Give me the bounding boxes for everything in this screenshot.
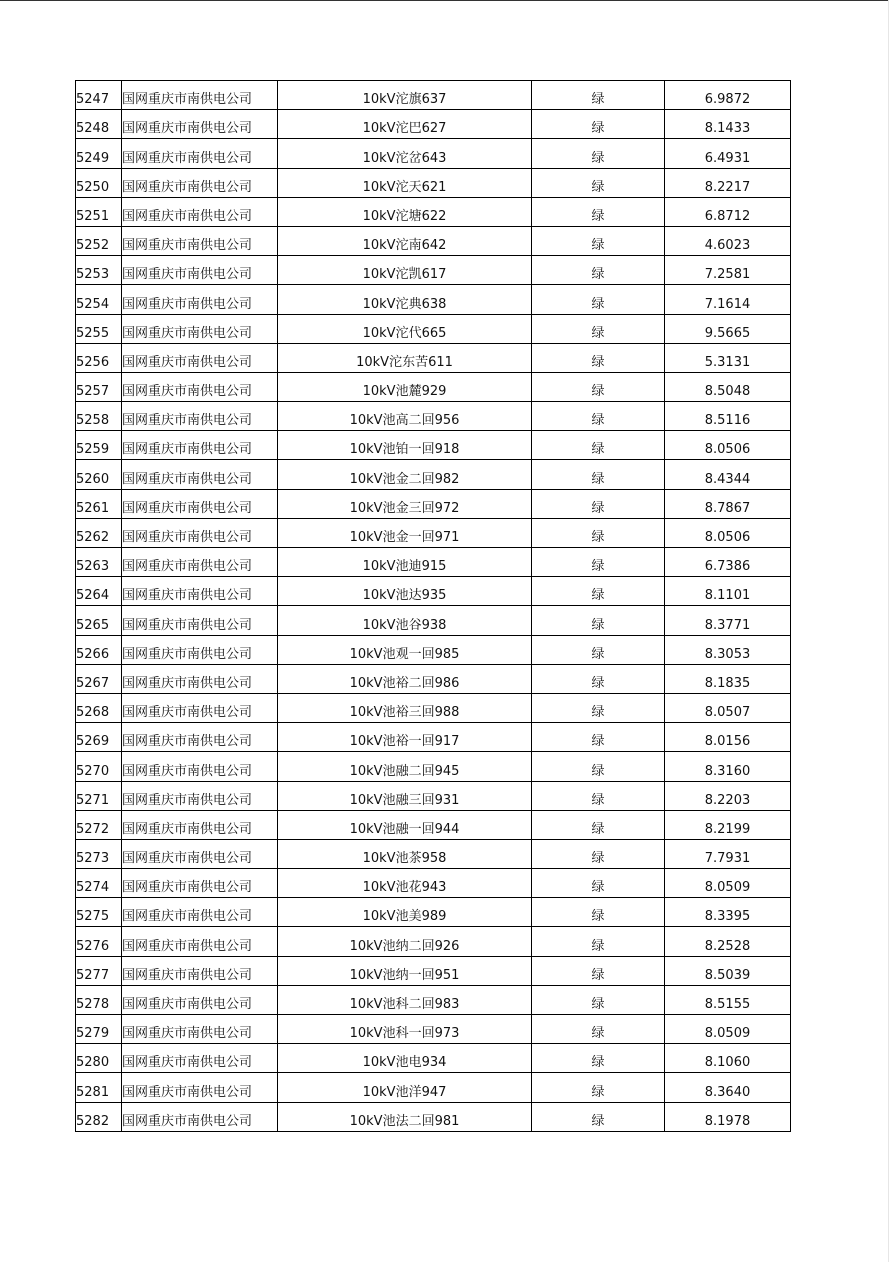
table-row [76, 372, 791, 401]
line-name-cell: 10kV池融一回944 [278, 810, 532, 839]
value-cell: 5.3131 [665, 343, 791, 372]
status-cell: 绿 [532, 256, 665, 285]
company-cell: 国网重庆市南供电公司 [122, 869, 278, 898]
table-row [76, 226, 791, 255]
status-cell: 绿 [532, 489, 665, 518]
line-name-cell: 10kV沱岔643 [278, 139, 532, 168]
status-cell: 绿 [532, 898, 665, 927]
value-cell: 4.6023 [665, 226, 791, 255]
line-name-cell: 10kV池融三回931 [278, 781, 532, 810]
row-number-cell: 5272 [76, 810, 122, 839]
value-cell: 7.7931 [665, 839, 791, 868]
row-number-cell: 5267 [76, 664, 122, 693]
row-number-cell: 5264 [76, 577, 122, 606]
row-number-cell: 5268 [76, 693, 122, 722]
table-row [76, 693, 791, 722]
line-name-cell: 10kV池裕三回988 [278, 693, 532, 722]
company-cell: 国网重庆市南供电公司 [122, 518, 278, 547]
line-name-cell: 10kV池电934 [278, 1044, 532, 1073]
company-cell: 国网重庆市南供电公司 [122, 314, 278, 343]
status-cell: 绿 [532, 402, 665, 431]
company-cell: 国网重庆市南供电公司 [122, 256, 278, 285]
table-body [76, 81, 791, 1132]
value-cell: 9.5665 [665, 314, 791, 343]
status-cell: 绿 [532, 518, 665, 547]
value-cell: 8.0156 [665, 723, 791, 752]
row-number-cell: 5273 [76, 839, 122, 868]
company-cell: 国网重庆市南供电公司 [122, 1044, 278, 1073]
company-cell: 国网重庆市南供电公司 [122, 402, 278, 431]
table-row [76, 577, 791, 606]
company-cell: 国网重庆市南供电公司 [122, 664, 278, 693]
value-cell: 7.2581 [665, 256, 791, 285]
company-cell: 国网重庆市南供电公司 [122, 343, 278, 372]
company-cell: 国网重庆市南供电公司 [122, 285, 278, 314]
status-cell: 绿 [532, 664, 665, 693]
row-number-cell: 5276 [76, 927, 122, 956]
table-row [76, 723, 791, 752]
table-row [76, 314, 791, 343]
company-cell: 国网重庆市南供电公司 [122, 81, 278, 110]
row-number-cell: 5271 [76, 781, 122, 810]
value-cell: 8.1060 [665, 1044, 791, 1073]
line-name-cell: 10kV池美989 [278, 898, 532, 927]
status-cell: 绿 [532, 343, 665, 372]
value-cell: 8.1101 [665, 577, 791, 606]
line-name-cell: 10kV池高二回956 [278, 402, 532, 431]
row-number-cell: 5263 [76, 548, 122, 577]
table-row [76, 985, 791, 1014]
line-name-cell: 10kV池铂一回918 [278, 431, 532, 460]
company-cell: 国网重庆市南供电公司 [122, 810, 278, 839]
line-name-cell: 10kV沱典638 [278, 285, 532, 314]
status-cell: 绿 [532, 168, 665, 197]
row-number-cell: 5275 [76, 898, 122, 927]
table-row [76, 1044, 791, 1073]
company-cell: 国网重庆市南供电公司 [122, 110, 278, 139]
company-cell: 国网重庆市南供电公司 [122, 898, 278, 927]
row-number-cell: 5257 [76, 372, 122, 401]
table-row [76, 139, 791, 168]
company-cell: 国网重庆市南供电公司 [122, 372, 278, 401]
status-cell: 绿 [532, 285, 665, 314]
value-cell: 8.3771 [665, 606, 791, 635]
table-row [76, 606, 791, 635]
value-cell: 8.2199 [665, 810, 791, 839]
line-name-cell: 10kV池达935 [278, 577, 532, 606]
line-name-cell: 10kV池纳一回951 [278, 956, 532, 985]
line-name-cell: 10kV沱天621 [278, 168, 532, 197]
row-number-cell: 5274 [76, 869, 122, 898]
line-name-cell: 10kV沱代665 [278, 314, 532, 343]
row-number-cell: 5281 [76, 1073, 122, 1102]
status-cell: 绿 [532, 1102, 665, 1131]
table-row [76, 548, 791, 577]
value-cell: 8.1835 [665, 664, 791, 693]
row-number-cell: 5279 [76, 1015, 122, 1044]
row-number-cell: 5249 [76, 139, 122, 168]
line-name-cell: 10kV沱巴627 [278, 110, 532, 139]
row-number-cell: 5248 [76, 110, 122, 139]
table-row [76, 1015, 791, 1044]
company-cell: 国网重庆市南供电公司 [122, 985, 278, 1014]
status-cell: 绿 [532, 314, 665, 343]
company-cell: 国网重庆市南供电公司 [122, 1073, 278, 1102]
row-number-cell: 5252 [76, 226, 122, 255]
status-cell: 绿 [532, 460, 665, 489]
table-row [76, 1073, 791, 1102]
status-cell: 绿 [532, 226, 665, 255]
page-top-border [0, 0, 888, 1]
line-name-cell: 10kV池花943 [278, 869, 532, 898]
table-row [76, 664, 791, 693]
status-cell: 绿 [532, 869, 665, 898]
value-cell: 8.2203 [665, 781, 791, 810]
status-cell: 绿 [532, 197, 665, 226]
table-row [76, 781, 791, 810]
line-name-cell: 10kV池裕一回917 [278, 723, 532, 752]
line-name-cell: 10kV池融二回945 [278, 752, 532, 781]
table-row [76, 839, 791, 868]
line-name-cell: 10kV池洋947 [278, 1073, 532, 1102]
value-cell: 8.1433 [665, 110, 791, 139]
table-row [76, 81, 791, 110]
status-cell: 绿 [532, 810, 665, 839]
status-cell: 绿 [532, 956, 665, 985]
company-cell: 国网重庆市南供电公司 [122, 723, 278, 752]
company-cell: 国网重庆市南供电公司 [122, 197, 278, 226]
row-number-cell: 5260 [76, 460, 122, 489]
table-row [76, 898, 791, 927]
table-row [76, 256, 791, 285]
company-cell: 国网重庆市南供电公司 [122, 1102, 278, 1131]
table-row [76, 752, 791, 781]
company-cell: 国网重庆市南供电公司 [122, 781, 278, 810]
value-cell: 8.0509 [665, 1015, 791, 1044]
value-cell: 8.0507 [665, 693, 791, 722]
company-cell: 国网重庆市南供电公司 [122, 693, 278, 722]
row-number-cell: 5259 [76, 431, 122, 460]
line-name-cell: 10kV池茶958 [278, 839, 532, 868]
company-cell: 国网重庆市南供电公司 [122, 635, 278, 664]
table-row [76, 197, 791, 226]
value-cell: 8.3395 [665, 898, 791, 927]
value-cell: 6.9872 [665, 81, 791, 110]
status-cell: 绿 [532, 927, 665, 956]
table-row [76, 489, 791, 518]
line-name-cell: 10kV沱塘622 [278, 197, 532, 226]
status-cell: 绿 [532, 81, 665, 110]
row-number-cell: 5251 [76, 197, 122, 226]
table-row [76, 1102, 791, 1131]
row-number-cell: 5255 [76, 314, 122, 343]
line-name-cell: 10kV池麓929 [278, 372, 532, 401]
line-name-cell: 10kV池纳二回926 [278, 927, 532, 956]
line-name-cell: 10kV池科二回983 [278, 985, 532, 1014]
value-cell: 8.3160 [665, 752, 791, 781]
value-cell: 8.0509 [665, 869, 791, 898]
status-cell: 绿 [532, 577, 665, 606]
value-cell: 8.0506 [665, 518, 791, 547]
value-cell: 8.1978 [665, 1102, 791, 1131]
line-name-cell: 10kV池金二回982 [278, 460, 532, 489]
value-cell: 7.1614 [665, 285, 791, 314]
row-number-cell: 5277 [76, 956, 122, 985]
page-right-border [888, 0, 889, 1262]
row-number-cell: 5258 [76, 402, 122, 431]
line-name-cell: 10kV池谷938 [278, 606, 532, 635]
value-cell: 8.5155 [665, 985, 791, 1014]
status-cell: 绿 [532, 839, 665, 868]
row-number-cell: 5262 [76, 518, 122, 547]
row-number-cell: 5270 [76, 752, 122, 781]
status-cell: 绿 [532, 781, 665, 810]
status-cell: 绿 [532, 693, 665, 722]
line-name-cell: 10kV沱东苦611 [278, 343, 532, 372]
row-number-cell: 5280 [76, 1044, 122, 1073]
company-cell: 国网重庆市南供电公司 [122, 226, 278, 255]
line-name-cell: 10kV池裕二回986 [278, 664, 532, 693]
row-number-cell: 5269 [76, 723, 122, 752]
company-cell: 国网重庆市南供电公司 [122, 460, 278, 489]
row-number-cell: 5254 [76, 285, 122, 314]
company-cell: 国网重庆市南供电公司 [122, 752, 278, 781]
company-cell: 国网重庆市南供电公司 [122, 548, 278, 577]
row-number-cell: 5278 [76, 985, 122, 1014]
line-name-cell: 10kV池法二回981 [278, 1102, 532, 1131]
value-cell: 8.3053 [665, 635, 791, 664]
row-number-cell: 5282 [76, 1102, 122, 1131]
line-name-cell: 10kV沱凯617 [278, 256, 532, 285]
row-number-cell: 5266 [76, 635, 122, 664]
table-row [76, 168, 791, 197]
status-cell: 绿 [532, 752, 665, 781]
value-cell: 8.7867 [665, 489, 791, 518]
company-cell: 国网重庆市南供电公司 [122, 839, 278, 868]
value-cell: 6.8712 [665, 197, 791, 226]
line-name-cell: 10kV池科一回973 [278, 1015, 532, 1044]
status-cell: 绿 [532, 723, 665, 752]
value-cell: 8.5116 [665, 402, 791, 431]
row-number-cell: 5253 [76, 256, 122, 285]
table-row [76, 927, 791, 956]
status-cell: 绿 [532, 548, 665, 577]
status-cell: 绿 [532, 635, 665, 664]
table-row [76, 431, 791, 460]
status-cell: 绿 [532, 1015, 665, 1044]
table-row [76, 518, 791, 547]
value-cell: 8.4344 [665, 460, 791, 489]
status-cell: 绿 [532, 139, 665, 168]
company-cell: 国网重庆市南供电公司 [122, 927, 278, 956]
line-name-cell: 10kV池金三回972 [278, 489, 532, 518]
value-cell: 6.4931 [665, 139, 791, 168]
status-cell: 绿 [532, 431, 665, 460]
status-cell: 绿 [532, 110, 665, 139]
table-row [76, 343, 791, 372]
line-name-cell: 10kV池迪915 [278, 548, 532, 577]
status-cell: 绿 [532, 372, 665, 401]
value-cell: 8.2217 [665, 168, 791, 197]
company-cell: 国网重庆市南供电公司 [122, 489, 278, 518]
table-row [76, 285, 791, 314]
row-number-cell: 5265 [76, 606, 122, 635]
table-row [76, 869, 791, 898]
line-name-cell: 10kV池金一回971 [278, 518, 532, 547]
company-cell: 国网重庆市南供电公司 [122, 431, 278, 460]
company-cell: 国网重庆市南供电公司 [122, 577, 278, 606]
company-cell: 国网重庆市南供电公司 [122, 956, 278, 985]
status-cell: 绿 [532, 1044, 665, 1073]
table-row [76, 110, 791, 139]
table-row [76, 810, 791, 839]
value-cell: 8.5048 [665, 372, 791, 401]
value-cell: 6.7386 [665, 548, 791, 577]
company-cell: 国网重庆市南供电公司 [122, 139, 278, 168]
company-cell: 国网重庆市南供电公司 [122, 1015, 278, 1044]
table-row [76, 635, 791, 664]
row-number-cell: 5250 [76, 168, 122, 197]
value-cell: 8.3640 [665, 1073, 791, 1102]
status-cell: 绿 [532, 985, 665, 1014]
status-cell: 绿 [532, 606, 665, 635]
value-cell: 8.5039 [665, 956, 791, 985]
line-name-cell: 10kV沱南642 [278, 226, 532, 255]
status-cell: 绿 [532, 1073, 665, 1102]
row-number-cell: 5261 [76, 489, 122, 518]
table-row [76, 956, 791, 985]
table-row [76, 402, 791, 431]
line-name-cell: 10kV池观一回985 [278, 635, 532, 664]
value-cell: 8.0506 [665, 431, 791, 460]
value-cell: 8.2528 [665, 927, 791, 956]
data-table [75, 80, 791, 1132]
company-cell: 国网重庆市南供电公司 [122, 606, 278, 635]
line-name-cell: 10kV沱旗637 [278, 81, 532, 110]
company-cell: 国网重庆市南供电公司 [122, 168, 278, 197]
row-number-cell: 5256 [76, 343, 122, 372]
table-row [76, 460, 791, 489]
row-number-cell: 5247 [76, 81, 122, 110]
